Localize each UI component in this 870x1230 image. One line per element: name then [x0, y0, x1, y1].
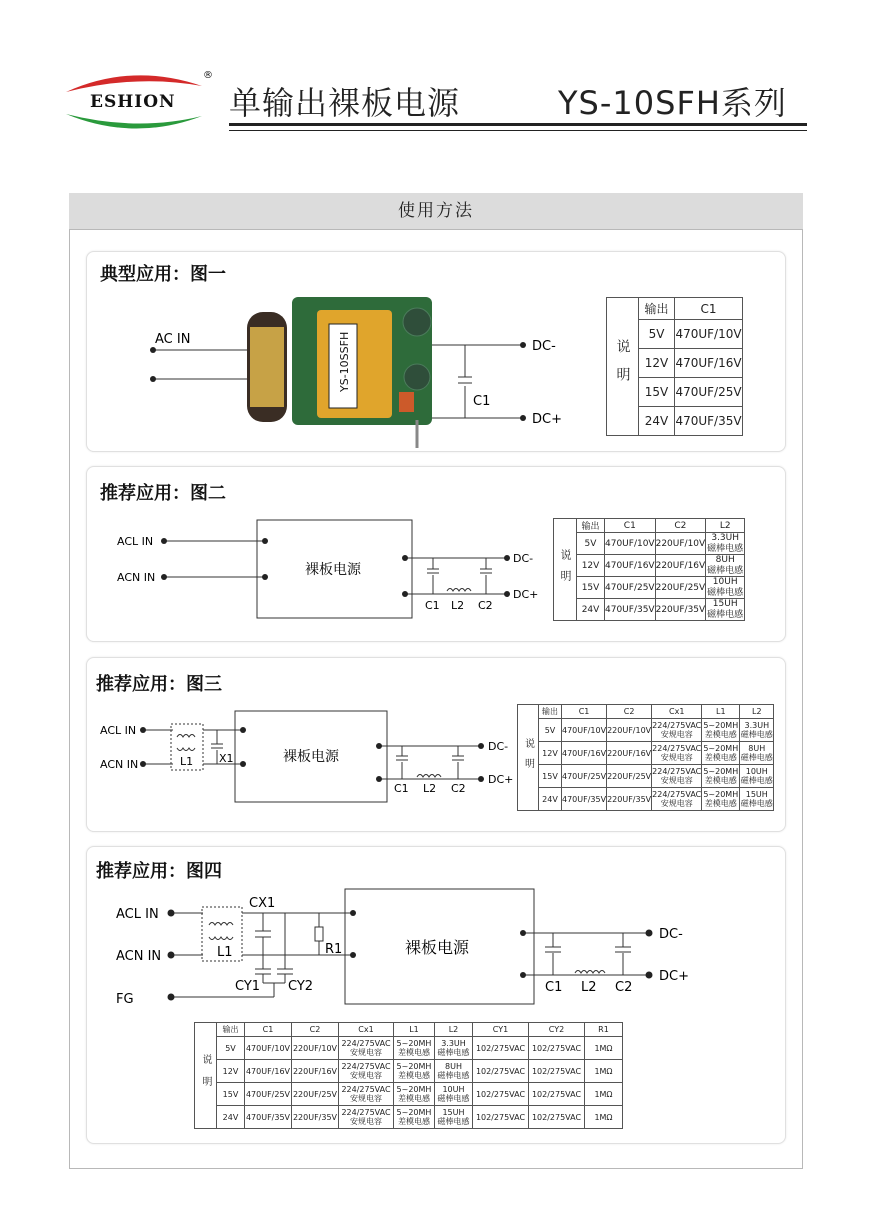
fig3-title: 推荐应用：图三: [96, 674, 222, 695]
pcb-photo: [247, 297, 432, 448]
fig2-l2-value: 8UH: [715, 555, 735, 566]
fig4-cx1-value: 224/275VAC: [341, 1061, 391, 1071]
fig4-cell-cx1: [339, 1106, 394, 1129]
fig3-cell: 24V: [539, 788, 562, 811]
fig3-cell-l2: [740, 742, 774, 765]
fig4-l1-value: 5~20MH: [396, 1038, 432, 1048]
fig2-cell-l2: [706, 533, 745, 555]
fig2-cell: 470UF/35V: [605, 599, 656, 621]
fig3-cell-l1: [702, 719, 740, 742]
fig4-cell-l1: [394, 1083, 435, 1106]
fig4-cell: 102/275VAC: [529, 1106, 585, 1129]
fig4-cell: 12V: [217, 1060, 245, 1083]
header-rule-thick: [229, 123, 807, 126]
fig1-cell: 5V: [639, 320, 675, 349]
fig3-head: 输出: [539, 705, 562, 719]
fig4-cx1-type: 安规电容: [350, 1117, 382, 1126]
fig3-dc-minus-label: DC-: [488, 740, 509, 753]
fig2-l2-type: 磁棒电感: [707, 543, 744, 554]
fig4-cell: 470UF/35V: [245, 1106, 292, 1129]
fig2-cell-l2: [706, 599, 745, 621]
fig4-cell-l1: [394, 1060, 435, 1083]
fig4-cell: 102/275VAC: [529, 1037, 585, 1060]
fig4-acl-label: ACL IN: [116, 907, 159, 922]
fig3-l2-value: 8UH: [748, 743, 766, 753]
fig1-cell: 12V: [639, 349, 675, 378]
fig3-cx1-type: 安规电容: [660, 799, 693, 808]
fig4-l2-type: 磁棒电感: [437, 1117, 470, 1126]
panel-fig3: [86, 657, 786, 832]
fig2-cell: 12V: [577, 555, 605, 577]
fig4-head: C2: [292, 1023, 339, 1037]
fig3-cell-l1: [702, 742, 740, 765]
fig4-fg-label: FG: [116, 992, 134, 1007]
fig4-dc-plus-label: DC+: [659, 969, 689, 984]
fig4-l1-label: L1: [217, 945, 233, 960]
fig4-cx1-type: 安规电容: [350, 1048, 382, 1057]
fig3-l2-label: L2: [423, 782, 437, 795]
fig4-cx1-label: CX1: [249, 896, 276, 911]
fig1-ac-in-label: AC IN: [155, 332, 191, 347]
fig4-cell: 24V: [217, 1106, 245, 1129]
fig2-l2-value: 15UH: [712, 599, 738, 610]
fig2-c2-label: C2: [478, 599, 493, 612]
fig2-l2-label: L2: [451, 599, 465, 612]
fig3-x1-label: X1: [219, 752, 234, 765]
fig2-cell-l2: [706, 555, 745, 577]
fig4-head: L1: [394, 1023, 435, 1037]
fig2-cell: 470UF/16V: [605, 555, 656, 577]
fig3-acl-label: ACL IN: [100, 724, 137, 737]
module-label: YS-10SSFH: [338, 331, 351, 392]
fig1-cell: 470UF/10V: [675, 320, 743, 349]
fig4-cell: 102/275VAC: [473, 1083, 529, 1106]
fig4-l2-value: 10UH: [442, 1084, 465, 1094]
fig4-cx1-value: 224/275VAC: [341, 1038, 391, 1048]
fig3-head: L2: [740, 705, 774, 719]
fig4-cell: 102/275VAC: [529, 1060, 585, 1083]
fig4-cell: 470UF/10V: [245, 1037, 292, 1060]
fig3-cell: 470UF/35V: [562, 788, 607, 811]
fig3-cell: 12V: [539, 742, 562, 765]
fig3-cell-l1: [702, 765, 740, 788]
fig3-l1-value: 5~20MH: [703, 743, 739, 753]
fig4-c2-label: C2: [615, 980, 633, 995]
fig3-cell-l1: [702, 788, 740, 811]
fig1-c1-label: C1: [473, 394, 491, 409]
fig3-cell: 470UF/25V: [562, 765, 607, 788]
fig3-cell: 15V: [539, 765, 562, 788]
fig2-c1-label: C1: [425, 599, 440, 612]
fig4-head: CY2: [529, 1023, 585, 1037]
fig2-acn-label: ACN IN: [117, 571, 156, 584]
fig3-cell-cx1: [652, 788, 702, 811]
fig4-cell: 220UF/16V: [292, 1060, 339, 1083]
fig4-cell-cx1: [339, 1037, 394, 1060]
panel-fig2: [86, 466, 786, 642]
fig3-cell-l2: [740, 719, 774, 742]
fig3-l2-value: 15UH: [745, 789, 768, 799]
fig4-cx1-type: 安规电容: [350, 1071, 382, 1080]
fig2-l2-type: 磁棒电感: [707, 587, 744, 598]
fig4-head: R1: [585, 1023, 623, 1037]
fig4-cell: 220UF/25V: [292, 1083, 339, 1106]
fig3-cell: 5V: [539, 719, 562, 742]
fig3-l2-value: 3.3UH: [744, 720, 770, 730]
fig2-cell-l2: [706, 577, 745, 599]
fig4-module-label: 裸板电源: [405, 938, 470, 957]
fig4-cx1-type: 安规电容: [350, 1094, 382, 1103]
fig4-l2-value: 8UH: [445, 1061, 462, 1071]
fig3-cell: 220UF/35V: [607, 788, 652, 811]
fig4-cell: 1MΩ: [585, 1037, 623, 1060]
fig3-c1-label: C1: [394, 782, 409, 795]
fig4-r1-label: R1: [325, 942, 343, 957]
fig2-spec-table: [553, 518, 745, 621]
fig3-cell: 220UF/10V: [607, 719, 652, 742]
fig2-cell: 220UF/16V: [655, 555, 706, 577]
fig3-side-label: 说明: [518, 705, 539, 811]
fig1-spec-table: [606, 297, 743, 436]
fig3-cell: 470UF/10V: [562, 719, 607, 742]
fig4-c1-label: C1: [545, 980, 563, 995]
fig3-cx1-value: 224/275VAC: [652, 766, 702, 776]
fig4-l1-value: 5~20MH: [396, 1107, 432, 1117]
fig4-cell-cx1: [339, 1083, 394, 1106]
fig3-head: C2: [607, 705, 652, 719]
fig3-l2-type: 磁棒电感: [740, 799, 773, 808]
fig4-l2-type: 磁棒电感: [437, 1094, 470, 1103]
fig4-cx1-value: 224/275VAC: [341, 1084, 391, 1094]
fig4-cell: 102/275VAC: [473, 1106, 529, 1129]
fig1-cell: 15V: [639, 378, 675, 407]
fig3-l1-value: 5~20MH: [703, 766, 739, 776]
fig3-cx1-value: 224/275VAC: [652, 720, 702, 730]
fig4-cell: 102/275VAC: [473, 1037, 529, 1060]
fig4-cell-l1: [394, 1106, 435, 1129]
logo-green-swoosh: [66, 114, 202, 129]
fig4-l1-type: 差模电感: [398, 1094, 430, 1103]
fig2-side-label: 说明: [554, 519, 577, 621]
fig1-cell: 470UF/16V: [675, 349, 743, 378]
fig3-acn-label: ACN IN: [100, 758, 139, 771]
fig4-head: L2: [435, 1023, 473, 1037]
fig2-acl-label: ACL IN: [117, 535, 154, 548]
fig4-side-label: 说明: [195, 1023, 217, 1129]
fig3-l2-value: 10UH: [745, 766, 768, 776]
fig1-title: 典型应用：图一: [100, 264, 226, 285]
header-rule-thin: [229, 130, 807, 131]
fig1-side-label: 说明: [607, 298, 639, 436]
logo-red-swoosh: [66, 75, 202, 92]
fig3-cx1-type: 安规电容: [660, 776, 693, 785]
fig2-dc-plus-label: DC+: [513, 588, 539, 601]
fig4-title: 推荐应用：图四: [96, 861, 222, 882]
fig4-cell-l2: [435, 1083, 473, 1106]
fig3-l1-type: 差模电感: [704, 753, 737, 762]
fig4-head: Cx1: [339, 1023, 394, 1037]
fig3-cell-cx1: [652, 719, 702, 742]
fig4-cell: 1MΩ: [585, 1083, 623, 1106]
fig4-cell-l1: [394, 1037, 435, 1060]
fig3-dc-plus-label: DC+: [488, 773, 514, 786]
fig4-l1-value: 5~20MH: [396, 1084, 432, 1094]
fig4-cy2-label: CY2: [288, 979, 314, 994]
fig2-cell: 220UF/25V: [655, 577, 706, 599]
fig3-cell-l2: [740, 788, 774, 811]
fig3-l1-value: 5~20MH: [703, 789, 739, 799]
fig4-cell: 470UF/25V: [245, 1083, 292, 1106]
fig2-cell: 220UF/35V: [655, 599, 706, 621]
fig1-head-c1: C1: [675, 298, 743, 320]
fig3-spec-table: [517, 704, 774, 811]
fig4-l2-type: 磁棒电感: [437, 1071, 470, 1080]
fig4-cell-l2: [435, 1037, 473, 1060]
fig4-l2-value: 15UH: [442, 1107, 465, 1117]
panel-fig4: [86, 846, 786, 1144]
fig4-cell: 470UF/16V: [245, 1060, 292, 1083]
fig2-cell: 470UF/25V: [605, 577, 656, 599]
fig4-cell-l2: [435, 1106, 473, 1129]
fig4-l2-label: L2: [581, 980, 597, 995]
eshion-logo: [62, 68, 222, 138]
fig3-l1-type: 差模电感: [704, 776, 737, 785]
fig3-cell: 220UF/25V: [607, 765, 652, 788]
fig4-l2-value: 3.3UH: [441, 1038, 466, 1048]
fig3-cx1-value: 224/275VAC: [652, 743, 702, 753]
fig3-head: L1: [702, 705, 740, 719]
fig4-cell: 15V: [217, 1083, 245, 1106]
fig4-l1-type: 差模电感: [398, 1071, 430, 1080]
fig3-module-label: 裸板电源: [283, 749, 339, 765]
fig4-head: 输出: [217, 1023, 245, 1037]
fig2-head: C2: [655, 519, 706, 533]
fig4-l2-type: 磁棒电感: [437, 1048, 470, 1057]
fig3-head: Cx1: [652, 705, 702, 719]
fig3-cell: 220UF/16V: [607, 742, 652, 765]
fig3-head: C1: [562, 705, 607, 719]
fig4-acn-label: ACN IN: [116, 949, 162, 964]
fig3-cx1-type: 安规电容: [660, 730, 693, 739]
fig4-head: C1: [245, 1023, 292, 1037]
fig3-l1-type: 差模电感: [704, 799, 737, 808]
fig2-head: 输出: [577, 519, 605, 533]
fig2-l2-type: 磁棒电感: [707, 609, 744, 620]
fig4-dc-minus-label: DC-: [659, 927, 683, 942]
fig4-cell: 220UF/10V: [292, 1037, 339, 1060]
fig3-l2-type: 磁棒电感: [740, 776, 773, 785]
page-title: 单输出裸板电源: [229, 84, 461, 122]
section-header: [69, 193, 803, 230]
fig3-l2-type: 磁棒电感: [740, 730, 773, 739]
fig3-cx1-type: 安规电容: [660, 753, 693, 762]
fig2-cell: 220UF/10V: [655, 533, 706, 555]
fig4-cell-cx1: [339, 1060, 394, 1083]
fig1-cell: 24V: [639, 407, 675, 436]
fig3-c2-label: C2: [451, 782, 466, 795]
registered-mark: ®: [203, 70, 213, 81]
fig2-head: L2: [706, 519, 745, 533]
fig3-cell-cx1: [652, 742, 702, 765]
fig1-head-output: 输出: [639, 298, 675, 320]
fig4-cy1-label: CY1: [235, 979, 261, 994]
logo-text: ESHION: [90, 92, 176, 112]
panel-fig1: [86, 251, 786, 452]
fig1-dc-minus-label: DC-: [532, 339, 556, 354]
fig2-l2-value: 10UH: [712, 577, 738, 588]
fig1-cell: 470UF/35V: [675, 407, 743, 436]
fig4-spec-table: [194, 1022, 623, 1129]
fig1-dc-plus-label: DC+: [532, 412, 562, 427]
fig3-l2-type: 磁棒电感: [740, 753, 773, 762]
fig2-cell: 24V: [577, 599, 605, 621]
fig3-l1-value: 5~20MH: [703, 720, 739, 730]
fig4-cell: 5V: [217, 1037, 245, 1060]
fig4-l1-value: 5~20MH: [396, 1061, 432, 1071]
fig2-l2-value: 3.3UH: [711, 533, 740, 544]
fig4-cell: 220UF/35V: [292, 1106, 339, 1129]
series-title: YS-10SFH系列: [558, 84, 787, 122]
fig3-l1-type: 差模电感: [704, 730, 737, 739]
fig2-head: C1: [605, 519, 656, 533]
fig2-cell: 15V: [577, 577, 605, 599]
fig3-l1-label: L1: [180, 755, 194, 768]
fig4-l1-type: 差模电感: [398, 1048, 430, 1057]
fig4-cx1-value: 224/275VAC: [341, 1107, 391, 1117]
fig2-title: 推荐应用：图二: [100, 483, 226, 504]
fig2-l2-type: 磁棒电感: [707, 565, 744, 576]
fig2-cell: 470UF/10V: [605, 533, 656, 555]
fig4-cell: 1MΩ: [585, 1106, 623, 1129]
fig4-head: CY1: [473, 1023, 529, 1037]
fig4-l1-type: 差模电感: [398, 1117, 430, 1126]
fig3-cell-l2: [740, 765, 774, 788]
fig2-dc-minus-label: DC-: [513, 552, 534, 565]
fig1-cell: 470UF/25V: [675, 378, 743, 407]
fig4-cell: 1MΩ: [585, 1060, 623, 1083]
fig3-cell-cx1: [652, 765, 702, 788]
fig4-cell: 102/275VAC: [473, 1060, 529, 1083]
fig2-module-label: 裸板电源: [305, 562, 361, 578]
fig4-cell-l2: [435, 1060, 473, 1083]
fig3-cell: 470UF/16V: [562, 742, 607, 765]
fig2-cell: 5V: [577, 533, 605, 555]
section-title: 使用方法: [398, 201, 474, 221]
fig4-cell: 102/275VAC: [529, 1083, 585, 1106]
fig3-cx1-value: 224/275VAC: [652, 789, 702, 799]
